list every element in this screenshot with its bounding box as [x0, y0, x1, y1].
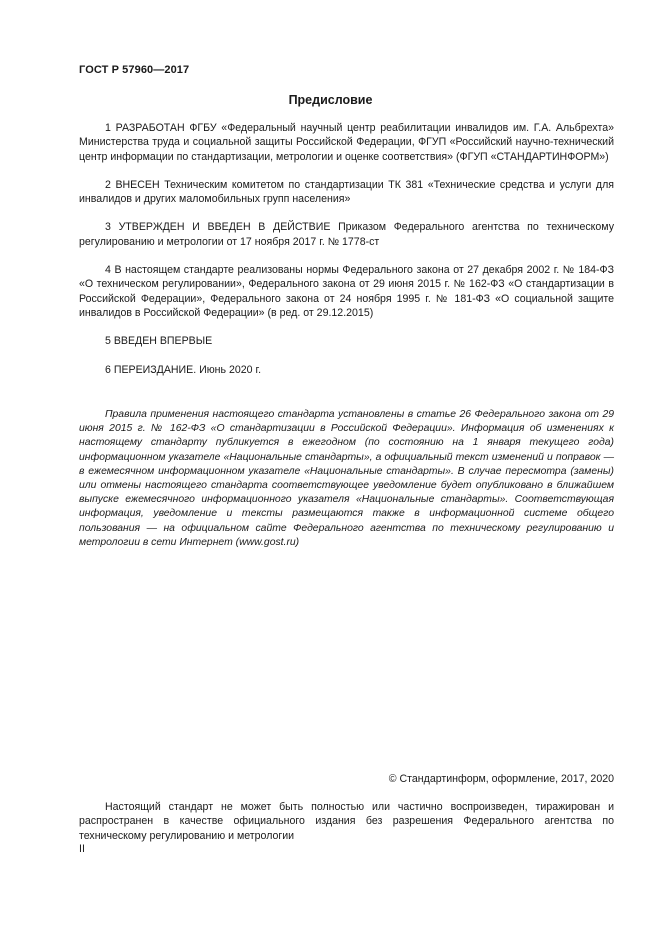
reproduction-rights-text: Настоящий стандарт не может быть полностью или частично воспроизведен, тиражирован и распространен в качестве официального издания без разрешения Федерального агентства по техническому регулированию и метрологии: [79, 801, 614, 842]
application-rules-notice: Правила применения настоящего стандарта установлены в статье 26 Федерального закона от 29 июня 2015 г. № 162-ФЗ «О стандартизации в Российской Федерации». Информация об изменениях к настоящему стандарту публикуется в ежегодном (по состоянию на 1 января текущего года) информационном указателе «Национальные стандарты», а официальный текст изменений и поправок — в ежемесячном информационном указателе «Национальные стандарты». В случае пересмотра (замены) или отмены настоящего стандарта соответствующее уведомление будет опубликовано в ближайшем выпуске ежемесячного информационного указателя «Национальные стандарты». Соответствующая информация, уведомление и тексты размещаются также в информационной системе общего пользования — на официальном сайте Федерального агентства по техническому регулированию и метрологии в сети Интернет (www.gost.ru): [79, 409, 614, 548]
foreword-body: [79, 121, 614, 391]
page-title: Предисловие: [288, 93, 373, 107]
copyright-line: © Стандартинформ, оформление, 2017, 2020: [388, 773, 614, 785]
standard-id-header: ГОСТ Р 57960—2017: [79, 64, 190, 76]
foreword-item-4: 4 В настоящем стандарте реализованы нормы Федерального закона от 27 декабря 2002 г. № 184-ФЗ «О техническом регулировании», Федерального закона от 29 июня 2015 г. № 162-ФЗ «О стандартизации в Российской Федерации», Федерального закона от 24 ноября 1995 г. № 181-ФЗ «О социальной защите инвалидов в Российской Федерации» (в ред. от 29.12.2015): [79, 264, 614, 319]
foreword-item-3: 3 УТВЕРЖДЕН И ВВЕДЕН В ДЕЙСТВИЕ Приказом Федерального агентства по техническому регулированию и метрологии от 17 ноября 2017 г. № 1778-ст: [79, 221, 614, 248]
foreword-item-5: 5 ВВЕДЕН ВПЕРВЫЕ: [105, 335, 213, 348]
foreword-item-2: 2 ВНЕСЕН Техническим комитетом по стандартизации ТК 381 «Технические средства и услуги для инвалидов и других маломобильных групп населения»: [79, 178, 614, 206]
foreword-item-1: 1 РАЗРАБОТАН ФГБУ «Федеральный научный центр реабилитации инвалидов им. Г.А. Альбрехта» Министерства труда и социальной защиты Российской Федерации, ФГУП «Российский научно-технический центр информации по стандартизации, метрологии и оценке соответствия» (ФГУП «СТАНДАРТИНФОРМ»): [79, 122, 614, 163]
foreword-item-6: 6 ПЕРЕИЗДАНИЕ. Июнь 2020 г.: [105, 363, 262, 376]
page-number: II: [79, 843, 85, 855]
